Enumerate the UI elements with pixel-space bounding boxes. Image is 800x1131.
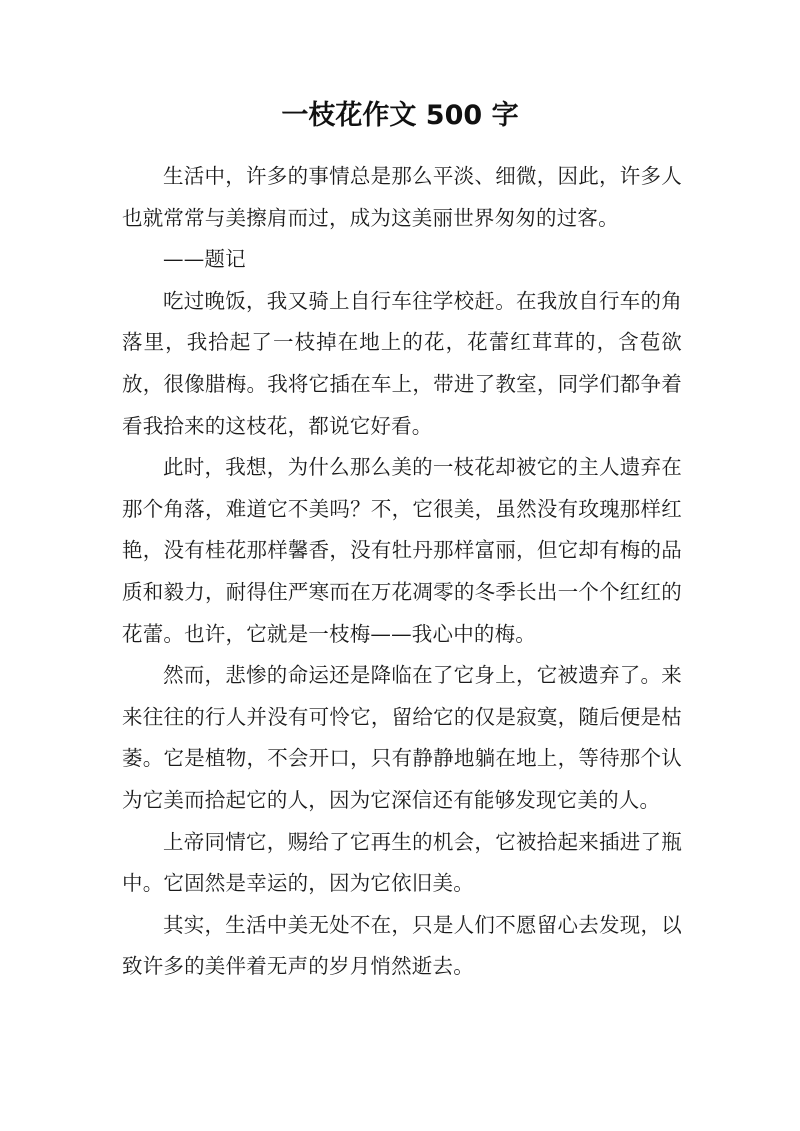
document-body [122,156,682,988]
paragraph-abandoned: 然而，悲惨的命运还是降临在了它身上，它被遗弃了。来来往往的行人并没有可怜它，留给它的仅是寂寞，随后便是枯萎。它是植物，不会开口，只有静静地躺在地上，等待那个认为它美而拾起它的人，因为它深信还有能够发现它美的人。 [122,663,682,812]
paragraph-rescued: 上帝同情它，赐给了它再生的机会，它被拾起来插进了瓶中。它固然是幸运的，因为它依旧美。 [122,829,682,896]
paragraph-reflection: 此时，我想，为什么那么美的一枝花却被它的主人遗弃在那个角落，难道它不美吗？不，它很美，虽然没有玫瑰那样红艳，没有桂花那样馨香，没有牡丹那样富丽，但它却有梅的品质和毅力，耐得住严寒而在万花凋零的冬季长出一个个红红的花蕾。也许，它就是一枝梅——我心中的梅。 [122,455,682,646]
paragraph-intro: 生活中，许多的事情总是那么平淡、细微，因此，许多人也就常常与美擦肩而过，成为这美丽世界匆匆的过客。 [122,164,682,230]
paragraph-epigraph-attribution: ——题记 [163,247,246,272]
paragraph-conclusion: 其实，生活中美无处不在，只是人们不愿留心去发现，以致许多的美伴着无声的岁月悄然逝去。 [122,912,682,979]
paragraph-picking-flower: 吃过晚饭，我又骑上自行车往学校赶。在我放自行车的角落里，我拾起了一枝掉在地上的花，花蕾红茸茸的，含苞欲放，很像腊梅。我将它插在车上，带进了教室，同学们都争着看我拾来的这枝花，都说它好看。 [122,288,682,438]
document-title: 一枝花作文 500 字 [281,100,519,131]
